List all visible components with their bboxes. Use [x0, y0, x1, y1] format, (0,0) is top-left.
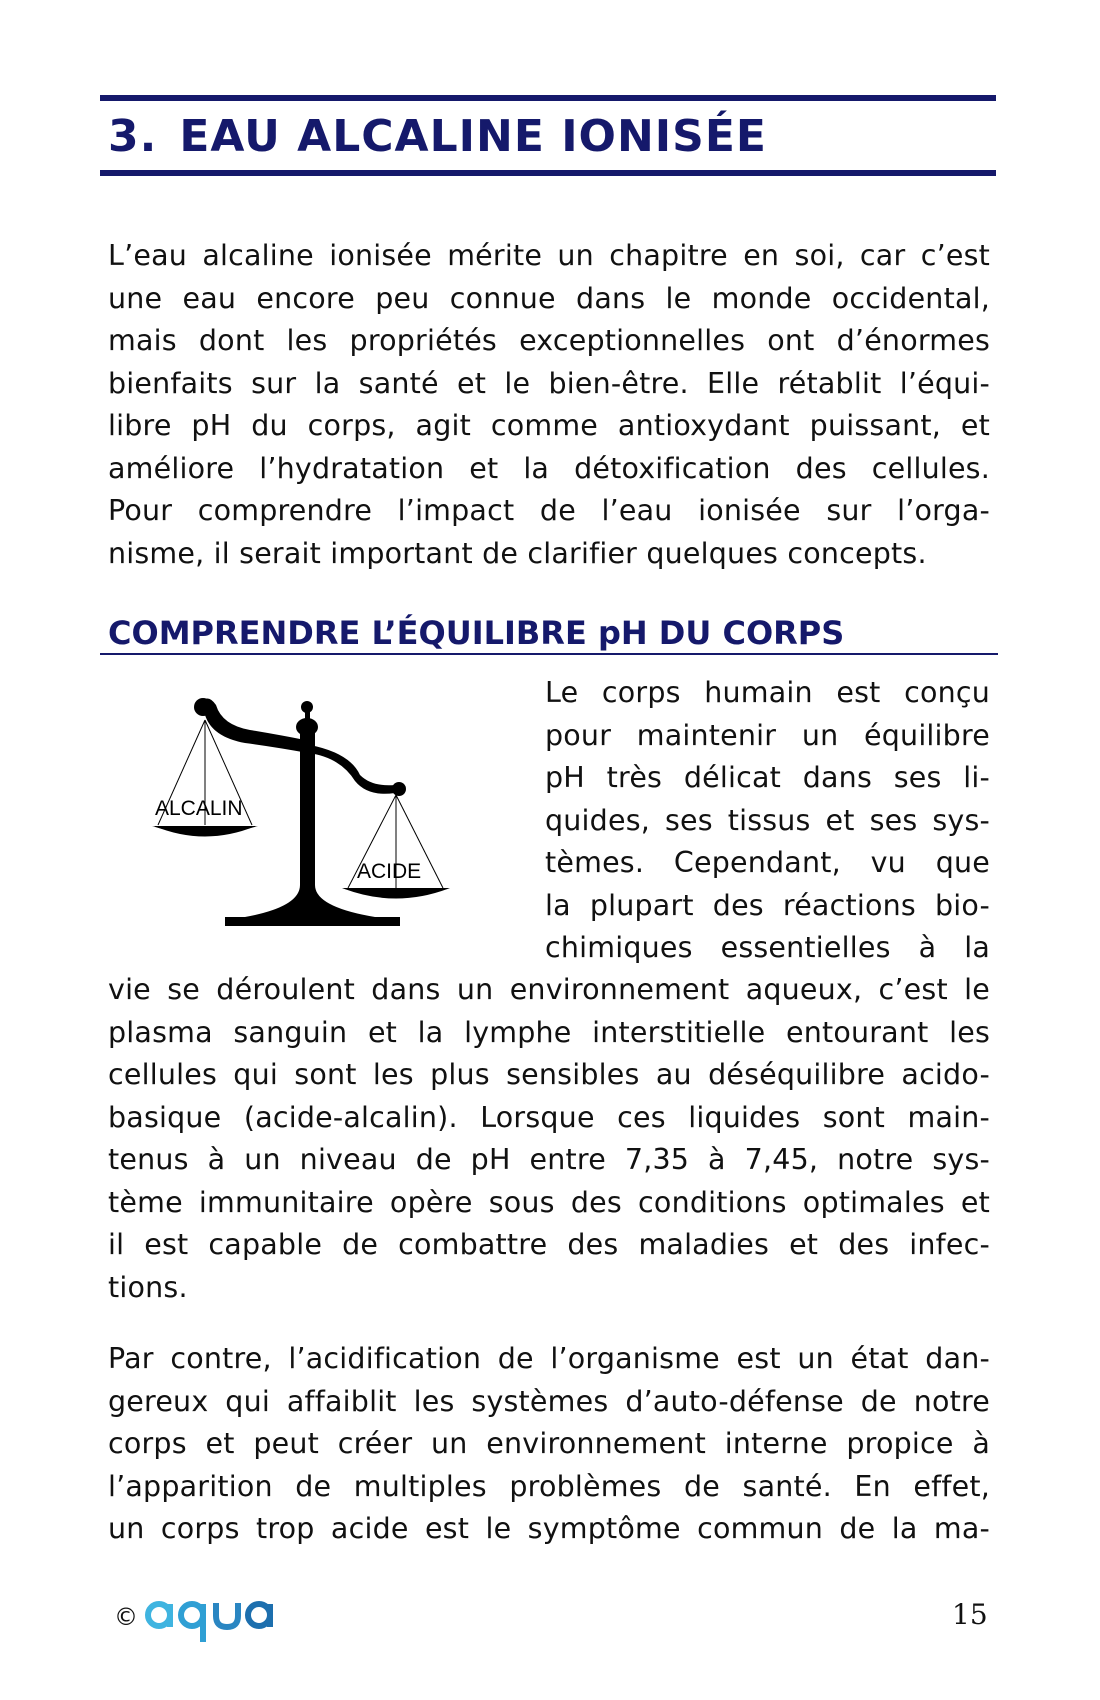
- text-line: l’apparition de multiples problèmes de santé. En effet,: [108, 1469, 990, 1503]
- text-line: Par contre, l’acidification de l’organisme est un état dan-: [108, 1342, 990, 1375]
- section-rule: [100, 653, 998, 655]
- text-line: quides, ses tissus et ses sys-: [545, 803, 990, 837]
- text-line: un corps trop acide est le symptôme commun de la ma-: [108, 1512, 990, 1545]
- logo-text: aqua: [144, 1590, 147, 1591]
- text-line: tions.: [108, 1270, 188, 1304]
- text-line: Pour comprendre l’impact de l’eau ionisée sur l’orga-: [108, 494, 990, 527]
- section-heading: COMPRENDRE L’ÉQUILIBRE pH DU CORPS: [108, 614, 845, 652]
- page-number: 15: [952, 1598, 988, 1631]
- text-line: vie se déroulent dans un environnement aqueux, c’est le: [108, 973, 990, 1006]
- acide-label: ACIDE: [357, 860, 422, 883]
- text-line: il est capable de combattre des maladies et des infec-: [108, 1228, 990, 1261]
- text-line: tenus à un niveau de pH entre 7,35 à 7,45, notre sys-: [108, 1143, 990, 1176]
- text-line: pH très délicat dans ses li-: [545, 761, 990, 794]
- text-line: libre pH du corps, agit comme antioxydant puissant, et: [108, 409, 990, 442]
- text-line: plasma sanguin et la lymphe interstitielle entourant les: [108, 1015, 990, 1049]
- text-line: tème immunitaire opère sous des conditions optimales et: [108, 1185, 990, 1219]
- text-line: tèmes. Cependant, vu que: [545, 846, 990, 879]
- text-line: nisme, il serait important de clarifier quelques concepts.: [108, 536, 927, 570]
- text-line: la plupart des réactions bio-: [545, 888, 990, 922]
- alcalin-label: ALCALIN: [155, 797, 243, 820]
- text-line: L’eau alcaline ionisée mérite un chapitre en soi, car c’est: [108, 239, 990, 272]
- body-paragraph-full: [108, 969, 990, 1309]
- text-line: basique (acide-alcalin). Lorsque ces liquides sont main-: [108, 1100, 990, 1134]
- text-line: mais dont les propriétés exceptionnelles ont d’énormes: [108, 324, 990, 357]
- text-line: gereux qui affaiblit les systèmes d’auto-défense de notre: [108, 1384, 990, 1418]
- text-line: pour maintenir un équilibre: [545, 718, 990, 752]
- chapter-title-text: EAU ALCALINE IONISÉE: [179, 111, 767, 162]
- chapter-title: [108, 111, 767, 162]
- body-paragraph-last: [108, 1338, 990, 1551]
- copyright-symbol: ©: [114, 1603, 138, 1631]
- text-line: chimiques essentielles à la: [545, 931, 990, 964]
- text-line: améliore l’hydratation et la détoxification des cellules.: [108, 451, 990, 485]
- text-line: une eau encore peu connue dans le monde occidental,: [108, 281, 990, 315]
- chapter-rule-top: [100, 95, 996, 101]
- text-line: Le corps humain est conçu: [545, 676, 990, 709]
- aqua-logo: [144, 1590, 294, 1650]
- text-line: cellules qui sont les plus sensibles au déséquilibre acido-: [108, 1058, 990, 1091]
- chapter-rule-bottom: [100, 170, 996, 176]
- balance-scale-illustration: [150, 685, 490, 945]
- text-line: corps et peut créer un environnement interne propice à: [108, 1427, 990, 1460]
- text-line: bienfaits sur la santé et le bien-être. Elle rétablit l’équi-: [108, 366, 990, 400]
- body-paragraph-side: [545, 672, 990, 970]
- intro-paragraph: [108, 235, 990, 575]
- chapter-number: 3.: [108, 111, 158, 162]
